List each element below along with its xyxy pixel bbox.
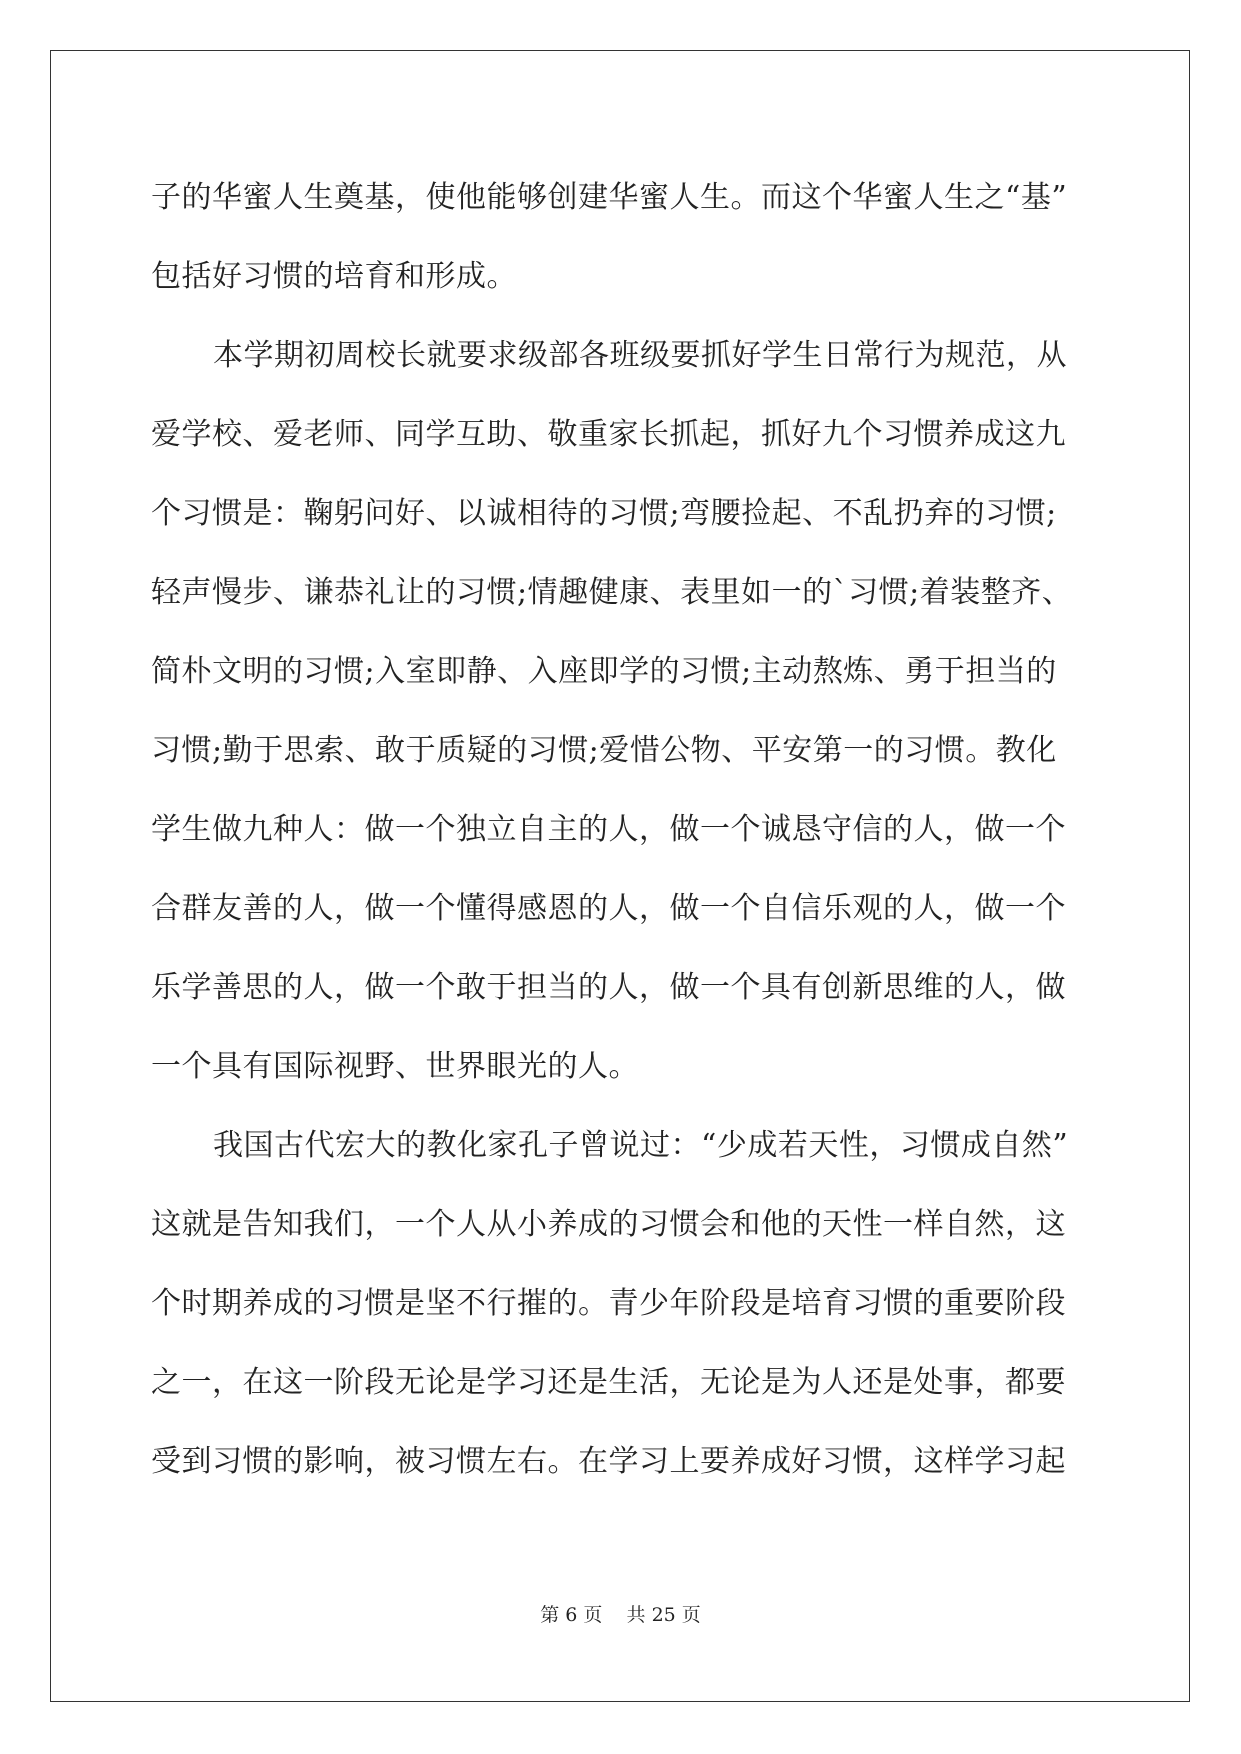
text-line: 学生做九种人：做一个独立自主的人，做一个诚恳守信的人，做一个 bbox=[151, 812, 1066, 847]
text-line: 乐学善思的人，做一个敢于担当的人，做一个具有创新思维的人，做 bbox=[151, 970, 1066, 1005]
paragraph-start-line: 我国古代宏大的教化家孔子曾说过：“少成若天性，习惯成自然” bbox=[213, 1128, 1069, 1163]
page-total: 共 25 页 bbox=[626, 1604, 701, 1626]
text-line: 一个具有国际视野、世界眼光的人。 bbox=[151, 1049, 639, 1084]
text-line: 习惯;勤于思索、敢于质疑的习惯;爱惜公物、平安第一的习惯。教化 bbox=[151, 733, 1057, 768]
text-line: 简朴文明的习惯;入室即静、入座即学的习惯;主动熬炼、勇于担当的 bbox=[151, 654, 1057, 689]
page-number: 第 6 页 bbox=[540, 1604, 603, 1626]
text-line: 受到习惯的影响，被习惯左右。在学习上要养成好习惯，这样学习起 bbox=[151, 1444, 1066, 1479]
text-line: 个习惯是：鞠躬问好、以诚相待的习惯;弯腰捡起、不乱扔弃的习惯; bbox=[151, 496, 1057, 531]
text-line: 这就是告知我们，一个人从小养成的习惯会和他的天性一样自然，这 bbox=[151, 1207, 1066, 1242]
text-line: 合群友善的人，做一个懂得感恩的人，做一个自信乐观的人，做一个 bbox=[151, 891, 1066, 926]
text-line: 轻声慢步、谦恭礼让的习惯;情趣健康、表里如一的`习惯;着装整齐、 bbox=[151, 575, 1073, 610]
text-line: 个时期养成的习惯是坚不行摧的。青少年阶段是培育习惯的重要阶段 bbox=[151, 1286, 1066, 1321]
text-line: 之一，在这一阶段无论是学习还是生活，无论是为人还是处事，都要 bbox=[151, 1365, 1066, 1400]
page-footer bbox=[0, 1600, 1241, 1627]
paragraph-start-line: 本学期初周校长就要求级部各班级要抓好学生日常行为规范，从 bbox=[213, 338, 1067, 373]
text-line: 子的华蜜人生奠基，使他能够创建华蜜人生。而这个华蜜人生之“基” bbox=[151, 180, 1068, 215]
document-body bbox=[151, 158, 1091, 1501]
text-line: 爱学校、爱老师、同学互助、敬重家长抓起，抓好九个习惯养成这九 bbox=[151, 417, 1066, 452]
text-line: 包括好习惯的培育和形成。 bbox=[151, 259, 517, 294]
footer-spacer bbox=[602, 1604, 626, 1626]
